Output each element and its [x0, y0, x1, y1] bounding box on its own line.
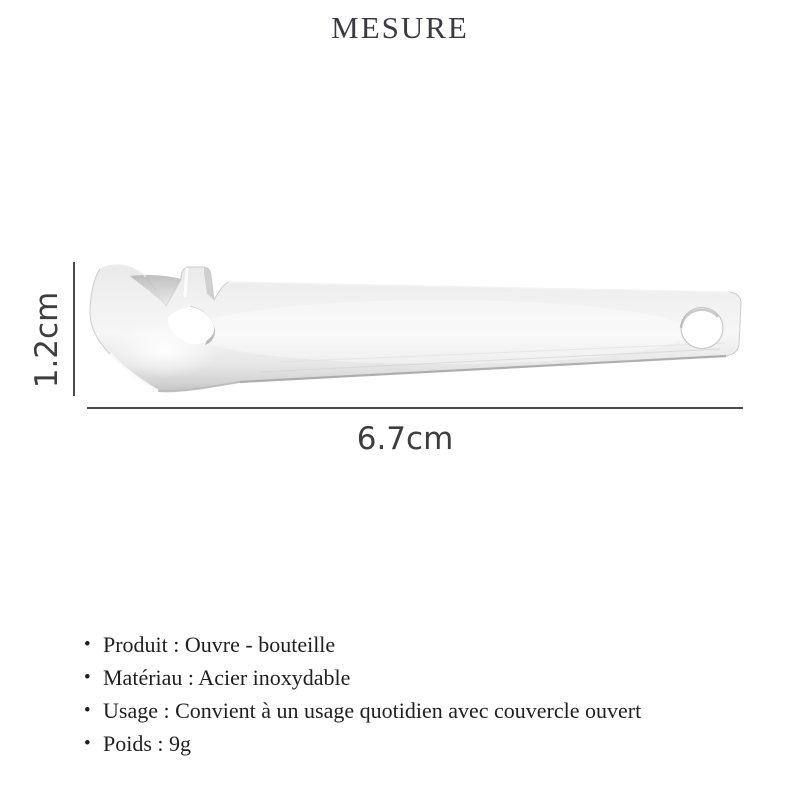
spec-item-text: Usage : Convient à un usage quotidien avec couvercle ouvert — [103, 698, 642, 723]
width-dimension-label: 6.7cm — [356, 421, 454, 457]
bullet-icon: • — [84, 634, 91, 655]
height-dimension-label: 1.2cm — [29, 291, 65, 389]
page-title: MESURE — [331, 10, 469, 45]
spec-item-poids — [84, 727, 641, 760]
bullet-icon: • — [84, 700, 91, 721]
opener-hole — [681, 308, 723, 349]
spec-item-produit — [84, 628, 641, 661]
spec-item-text: Matériau : Acier inoxydable — [103, 665, 351, 690]
bullet-icon: • — [84, 667, 91, 688]
spec-list — [84, 628, 641, 760]
bottle-opener-image — [80, 250, 760, 405]
spec-item-usage — [84, 694, 641, 727]
height-dimension-line — [73, 262, 75, 396]
spec-item-text: Produit : Ouvre - bouteille — [103, 632, 336, 657]
tab-highlight — [185, 269, 187, 296]
bullet-icon: • — [84, 733, 91, 754]
spec-item-materiau — [84, 661, 641, 694]
spec-item-text: Poids : 9g — [103, 731, 192, 756]
width-dimension-line — [87, 407, 743, 409]
